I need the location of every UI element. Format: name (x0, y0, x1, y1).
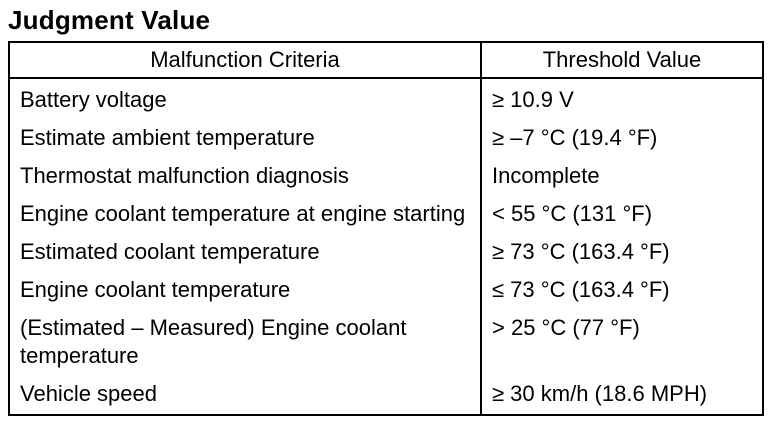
table-row (9, 120, 763, 158)
table-row (9, 158, 763, 196)
table-header-row (9, 42, 763, 78)
threshold-cell: > 25 °C (77 °F) (481, 310, 763, 376)
table-row (9, 310, 763, 376)
threshold-cell: < 55 °C (131 °F) (481, 196, 763, 234)
column-header-threshold-value: Threshold Value (481, 42, 763, 78)
criteria-cell: Battery voltage (9, 78, 481, 120)
criteria-cell: Estimate ambient temperature (9, 120, 481, 158)
criteria-cell: Estimated coolant temperature (9, 234, 481, 272)
criteria-cell: (Estimated – Measured) Engine coolant temperature (9, 310, 481, 376)
criteria-cell: Vehicle speed (9, 376, 481, 415)
criteria-cell: Engine coolant temperature at engine starting (9, 196, 481, 234)
threshold-cell: ≥ 10.9 V (481, 78, 763, 120)
page-title: Judgment Value (8, 5, 211, 35)
criteria-cell: Thermostat malfunction diagnosis (9, 158, 481, 196)
threshold-cell: ≥ 73 °C (163.4 °F) (481, 234, 763, 272)
table-row (9, 376, 763, 415)
table-row (9, 196, 763, 234)
criteria-cell: Engine coolant temperature (9, 272, 481, 310)
threshold-cell: Incomplete (481, 158, 763, 196)
table-row (9, 78, 763, 120)
threshold-cell: ≥ 30 km/h (18.6 MPH) (481, 376, 763, 415)
column-header-malfunction-criteria: Malfunction Criteria (9, 42, 481, 78)
table-row (9, 272, 763, 310)
judgment-value-table (8, 41, 764, 416)
threshold-cell: ≥ –7 °C (19.4 °F) (481, 120, 763, 158)
table-row (9, 234, 763, 272)
threshold-cell: ≤ 73 °C (163.4 °F) (481, 272, 763, 310)
